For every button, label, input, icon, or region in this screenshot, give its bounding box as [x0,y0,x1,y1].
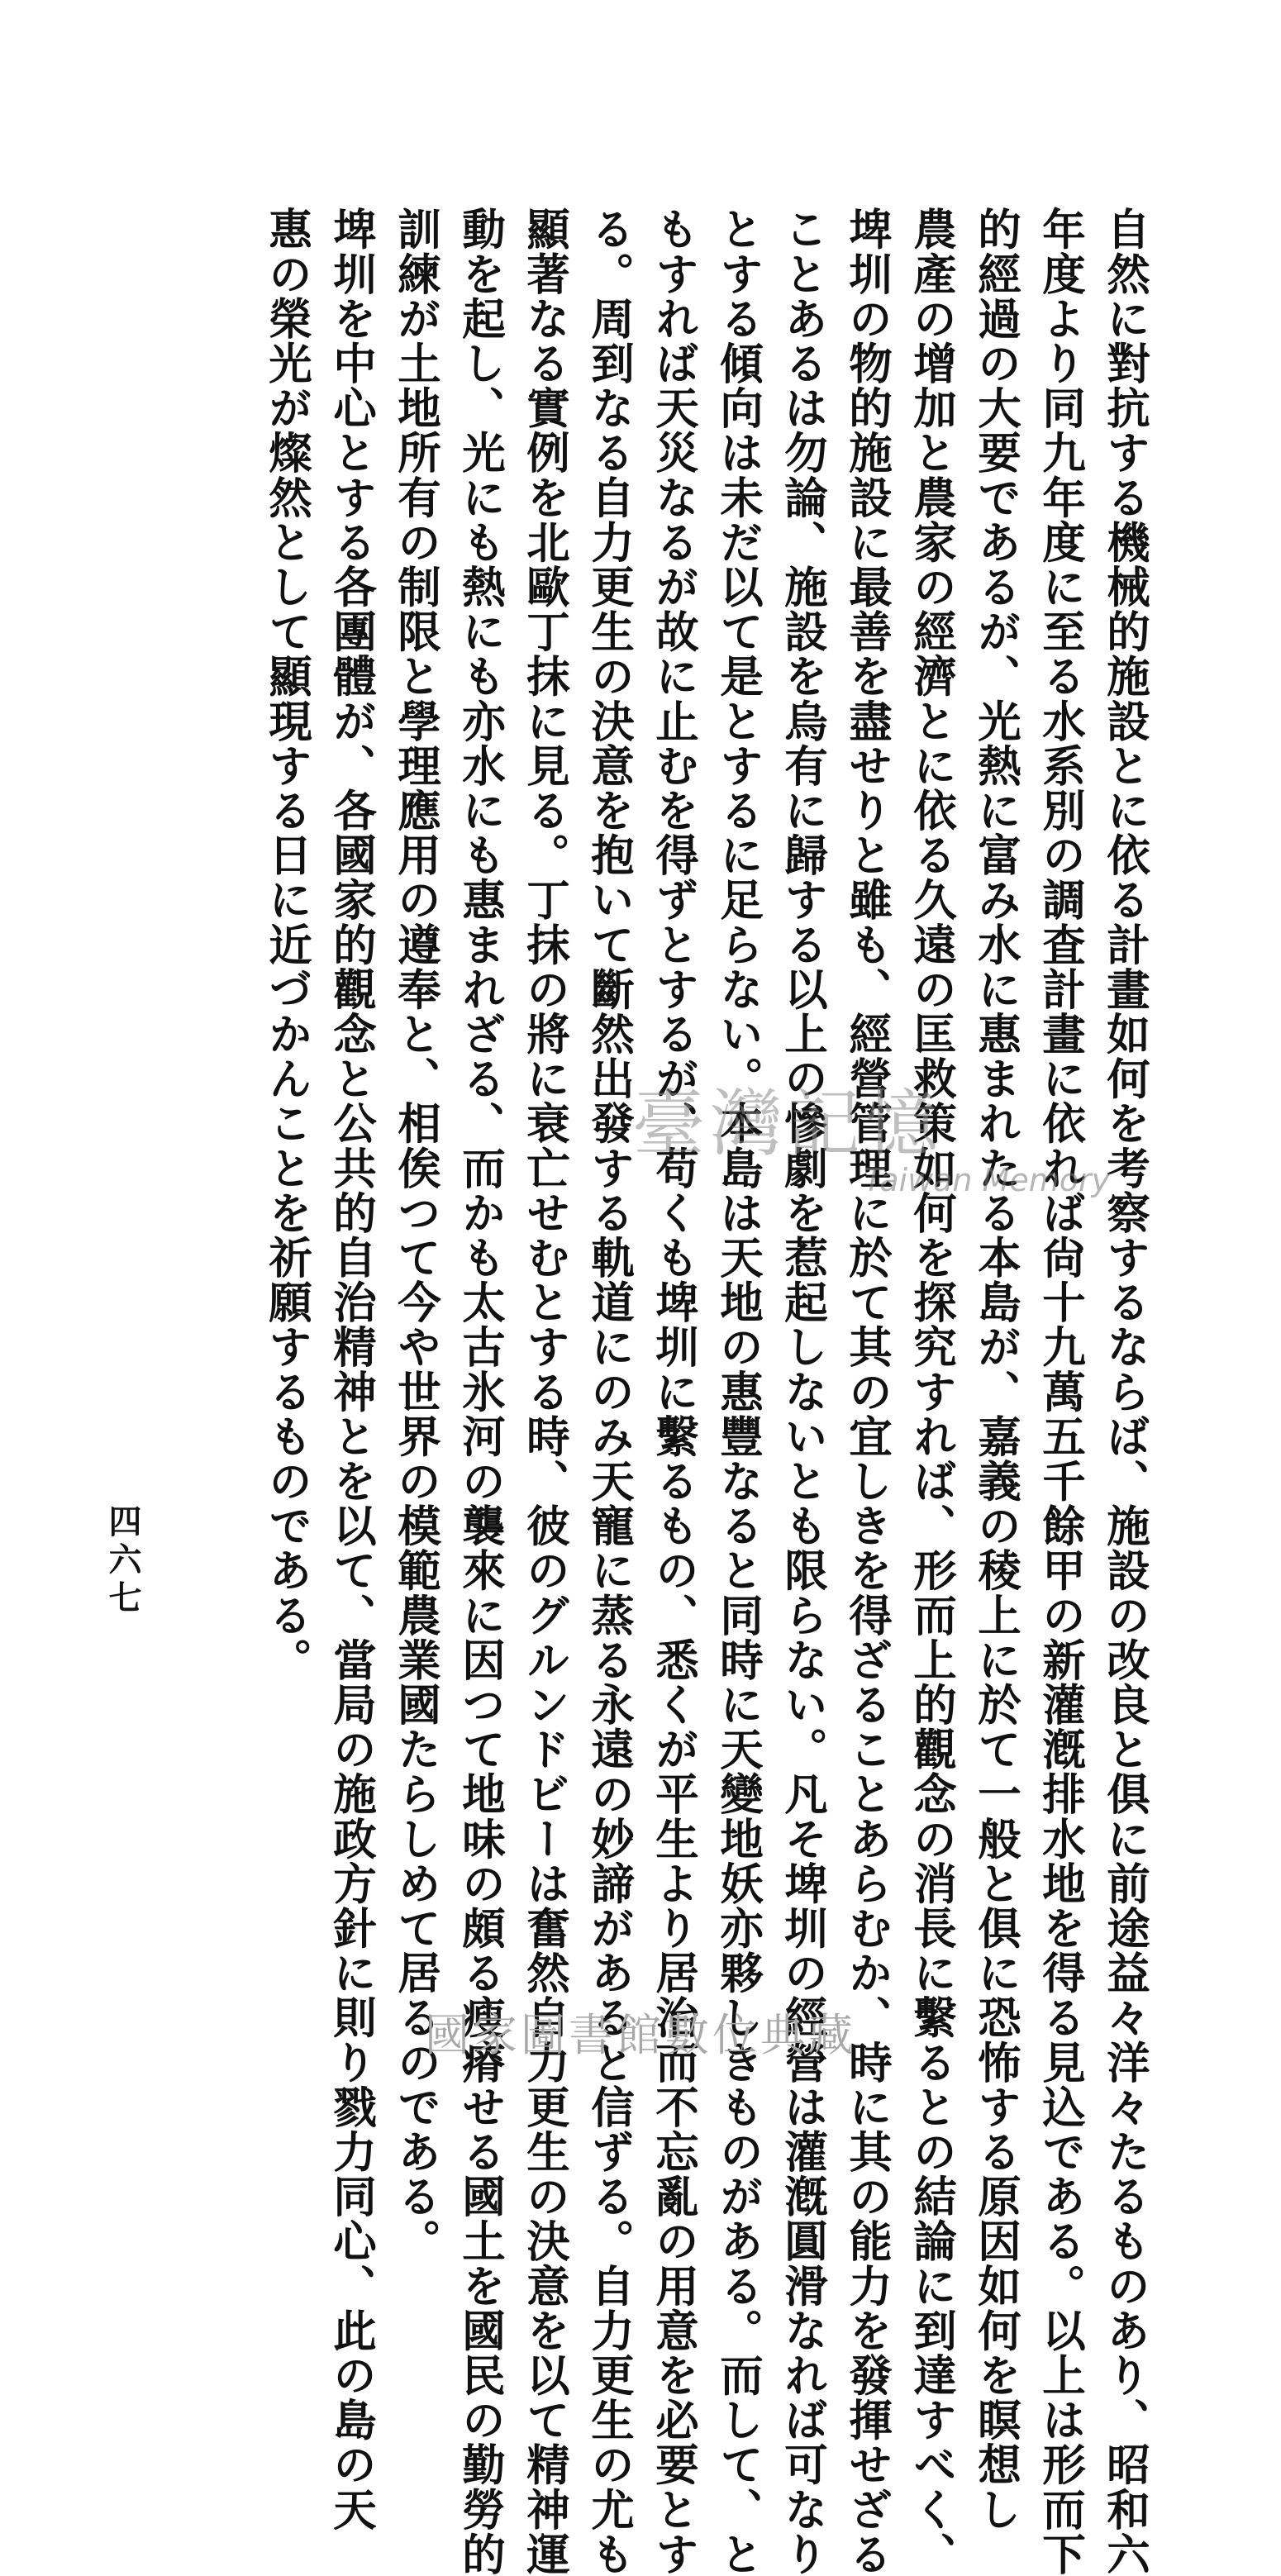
text-column: 自然に對抗する機械的施設とに依る計畫如何を考察するならば、施設の改良と俱に前途益々洋々たるものあり、昭和六 [1100,207,1150,2576]
text-column: 埤圳を中心とする各團體が、各國家的觀念と公共的自治精神とを以て、當局の施政方針に則り戮力同心、此の島の天 [326,207,377,2532]
text-column: とする傾向は未だ以て是とするに足らない。本島は天地の惠豐なると同時に天變地妖亦夥しきものがある。而して、と [713,207,764,2576]
footer-label: 國家圖書館數位典藏 [425,2009,856,2061]
watermark-title: 臺灣記憶 [632,1081,944,1166]
page-number: 四六七 [103,1504,142,1618]
text-column: 農產の增加と農家の經濟とに依る久遠の匡救策如何を探究すれば、形而上的觀念の消長に繫るとの結論に到達すべく、 [907,207,957,2576]
text-column: る。周到なる自力更生の決意を抱いて斷然出發する軌道にのみ天寵に蒸る永遠の妙諦があると信ずる。自力更生の尤も [584,207,635,2576]
text-column: ことあるは勿論、施設を烏有に歸する以上の慘劇を惹起しないとも限らない。凡そ埤圳の經營は灌漑圓滑なれば可なり [778,207,828,2576]
text-column: 顯著なる實例を北歐丁抹に見る。丁抹の將に衰亡せむとする時、彼のグルンドビーは奮然自力更生の決意を以て精神運 [520,207,570,2576]
text-column: もすれば天災なるが故に止むを得ずとするが、苟くも埤圳に繫るもの、悉くが平生より居治而不忘亂の用意を必要とす [649,207,699,2576]
text-column: 惠の榮光が燦然として顯現する日に近づかんことを祈願するものである。 [262,207,312,1683]
text-column: 埤圳の物的施設に最善を盡せりと雖も、經營管理に於て其の宜しきを得ざることあらむか、時に其の能力を發揮せざる [842,207,893,2576]
text-column: 動を起し、光にも熱にも亦水にも惠まれざる、而かも太古氷河の襲來に因つて地味の頗る瘦瘠せる國土を國民の勤勞的 [455,207,506,2576]
text-column: 訓練が土地所有の制限と學理應用の遵奉と、相俟つて今や世界の模範農業國たらしめて居るのである。 [391,207,441,2264]
text-column: 年度より同九年度に至る水系別の調査計畫に依れば尙十九萬五千餘甲の新灌漑排水地を得る見込である。以上は形而下 [1036,207,1086,2576]
text-column: 的經過の大要であるが、光熱に富み水に惠まれたる本島が、嘉義の稜上に於て一般と俱に恐怖する原因如何を瞑想し [971,207,1021,2532]
watermark-subtitle: Taiwan Memory [864,1162,1111,1198]
